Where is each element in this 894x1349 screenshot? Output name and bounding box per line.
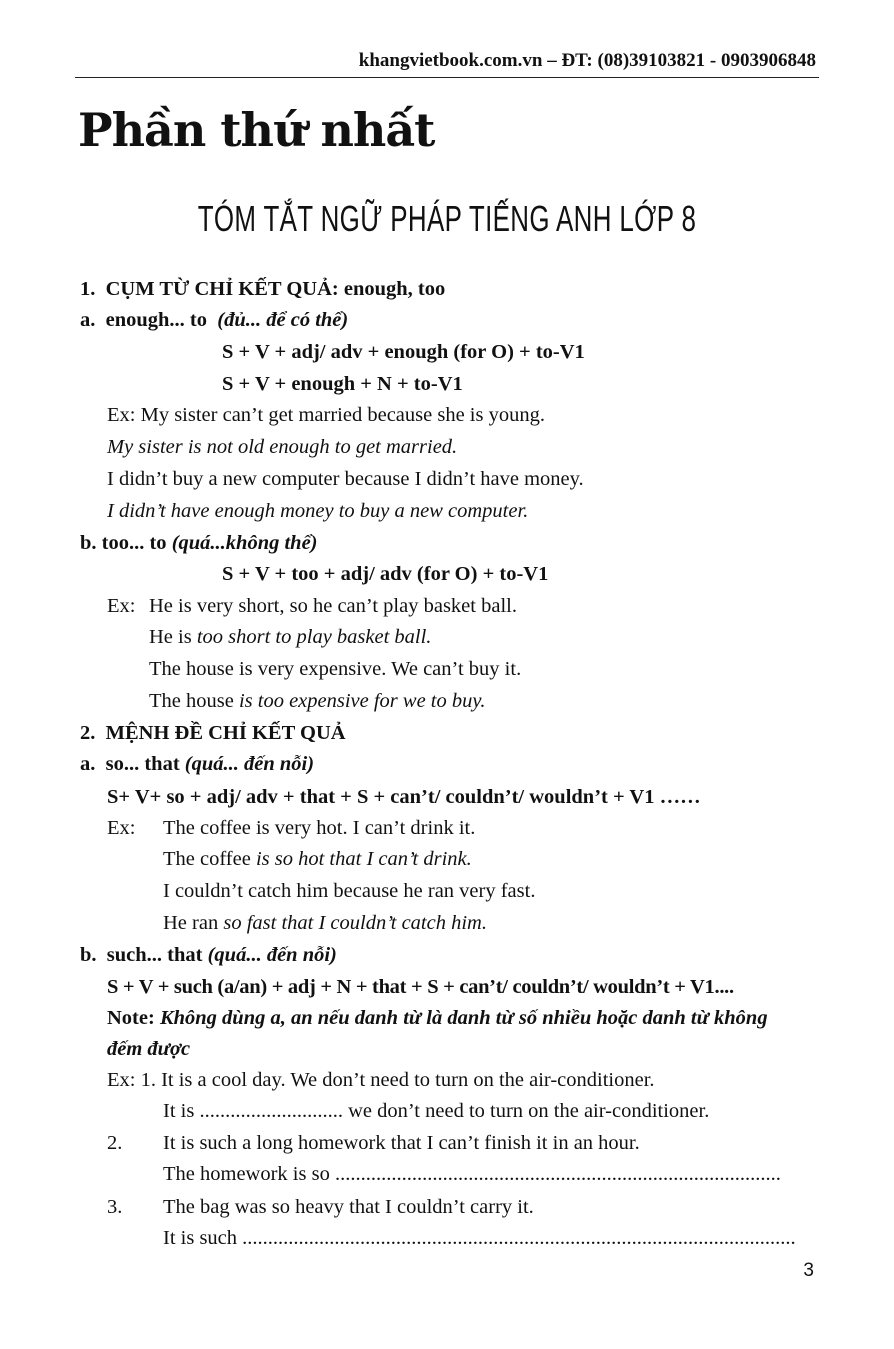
section-number: 1. (80, 278, 96, 300)
example (149, 689, 485, 713)
header-rule (75, 77, 819, 78)
meaning: (quá... đến nỗi) (207, 944, 337, 966)
formula: S + V + enough + N + to-V1 (222, 373, 463, 395)
text: He ran (163, 912, 224, 934)
meaning: (đủ... để có thể) (217, 309, 349, 331)
example: My sister is not old enough to get married. (107, 436, 458, 458)
text: is so hot that I can’t drink. (255, 848, 472, 870)
example: He is very short, so he can’t play basket ball. (149, 595, 517, 617)
exercise-number: 2. (107, 1132, 123, 1154)
heading: b. too... to (80, 532, 167, 554)
chapter-subtitle: TÓM TẮT NGỮ PHÁP TIẾNG ANH LỚP 8 (197, 198, 697, 239)
meaning: (quá...không thể) (171, 532, 318, 554)
text: He is (149, 626, 197, 648)
exercise: It is ............................ we don’t need to turn on the air-conditioner. (163, 1100, 710, 1122)
example (149, 625, 431, 649)
section-title: CỤM TỪ CHỈ KẾT QUẢ: enough, too (105, 278, 446, 300)
subsection-2a (80, 752, 314, 776)
exercise: The homework is so ....................................................................................... (163, 1163, 781, 1185)
example-label: Ex: (107, 595, 136, 617)
text: The coffee (163, 848, 256, 870)
example: The coffee is very hot. I can’t drink it. (163, 817, 476, 839)
subsection-1a (80, 308, 348, 332)
text: is too expensive for we to buy. (238, 690, 486, 712)
exercise: It is such ............................................................................................................ (163, 1227, 796, 1249)
meaning: (quá... đến nỗi) (184, 753, 315, 775)
formula: S+ V+ so + adj/ adv + that + S + can’t/ couldn’t/ wouldn’t + V1 …… (107, 786, 701, 808)
formula: S + V + too + adj/ adv (for O) + to-V1 (222, 563, 549, 585)
heading: enough... to (105, 309, 208, 331)
example: The house is very expensive. We can’t buy it. (149, 658, 522, 680)
page-number: 3 (803, 1260, 814, 1281)
label: b. (80, 944, 97, 966)
subsection-2b (80, 943, 337, 967)
label: a. (80, 753, 96, 775)
subsection-1b (80, 531, 318, 555)
example (163, 847, 472, 871)
section-1-heading (80, 277, 445, 301)
exercise: The bag was so heavy that I couldn’t carry it. (163, 1196, 534, 1218)
note-text: Không dùng a, an nếu danh từ là danh từ số nhiều hoặc danh từ không (159, 1007, 768, 1029)
section-title: MỆNH ĐỀ CHỈ KẾT QUẢ (105, 722, 346, 744)
example: I didn’t have enough money to buy a new computer. (107, 500, 529, 522)
example (163, 911, 487, 935)
formula: S + V + such (a/an) + adj + N + that + S + can’t/ couldn’t/ wouldn’t + V1.... (107, 976, 734, 998)
text: too short to play basket ball. (196, 626, 432, 648)
note (107, 1006, 768, 1030)
note-text: đếm được (107, 1038, 191, 1060)
exercise: It is such a long homework that I can’t finish it in an hour. (163, 1132, 640, 1154)
text: so fast that I couldn’t catch him. (223, 912, 487, 934)
part-title: Phần thứ nhất (78, 103, 435, 157)
text: The house (149, 690, 239, 712)
exercise-number: 3. (107, 1196, 123, 1218)
example-label: Ex: (107, 817, 136, 839)
heading: such... that (106, 944, 203, 966)
label: a. (80, 309, 96, 331)
example: I couldn’t catch him because he ran very fast. (163, 880, 536, 902)
page-header: khangvietbook.com.vn – ĐT: (08)39103821 - 0903906848 (358, 50, 816, 71)
exercise: Ex: 1. It is a cool day. We don’t need to turn on the air-conditioner. (107, 1069, 655, 1091)
heading: so... that (105, 753, 180, 775)
example: I didn’t buy a new computer because I didn’t have money. (107, 468, 584, 490)
section-number: 2. (80, 722, 96, 744)
formula: S + V + adj/ adv + enough (for O) + to-V1 (222, 341, 585, 363)
section-2-heading (80, 721, 346, 745)
example: Ex: My sister can’t get married because she is young. (107, 404, 545, 426)
note-label: Note: (107, 1007, 155, 1029)
